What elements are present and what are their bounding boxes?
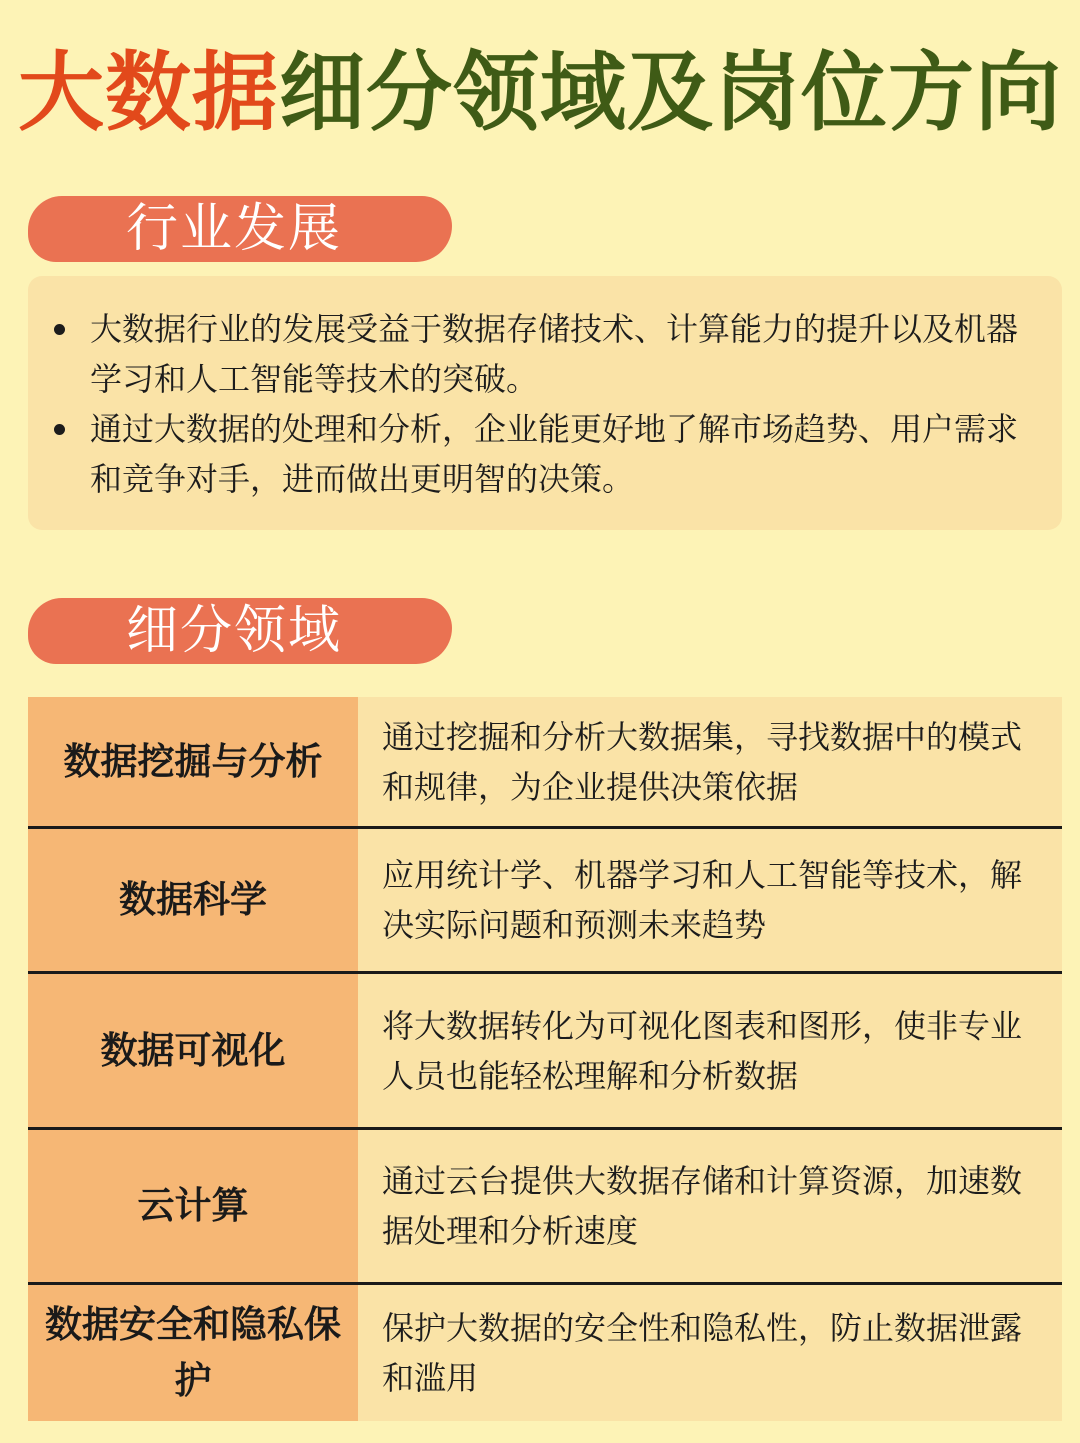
bullet-item: 通过大数据的处理和分析，企业能更好地了解市场趋势、用户需求和竞争对手，进而做出更明智的决策。 [90, 404, 1032, 504]
field-name: 数据挖掘与分析 [28, 697, 358, 826]
bullet-item: 大数据行业的发展受益于数据存储技术、计算能力的提升以及机器学习和人工智能等技术的突破。 [90, 304, 1032, 404]
table-row [28, 829, 1062, 974]
field-description: 通过云台提供大数据存储和计算资源，加速数据处理和分析速度 [358, 1130, 1062, 1282]
field-name: 云计算 [28, 1130, 358, 1282]
field-description: 保护大数据的安全性和隐私性，防止数据泄露和滥用 [358, 1285, 1062, 1421]
subfields-table [28, 697, 1062, 1421]
table-row [28, 1285, 1062, 1421]
industry-summary-box [28, 276, 1062, 530]
section-heading-industry: 行业发展 [28, 196, 452, 262]
page-title-rest: 细分领域及岗位方向 [279, 43, 1062, 143]
section-heading-subfields: 细分领域 [28, 598, 452, 664]
table-row [28, 697, 1062, 829]
field-description: 通过挖掘和分析大数据集，寻找数据中的模式和规律，为企业提供决策依据 [358, 697, 1062, 826]
field-description: 应用统计学、机器学习和人工智能等技术，解决实际问题和预测未来趋势 [358, 829, 1062, 971]
field-name: 数据科学 [28, 829, 358, 971]
field-name: 数据可视化 [28, 974, 358, 1127]
page-title [0, 38, 1080, 148]
table-row [28, 1130, 1062, 1285]
field-name: 数据安全和隐私保护 [28, 1285, 358, 1421]
field-description: 将大数据转化为可视化图表和图形，使非专业人员也能轻松理解和分析数据 [358, 974, 1062, 1127]
table-row [28, 974, 1062, 1130]
page-title-highlight: 大数据 [18, 43, 279, 143]
